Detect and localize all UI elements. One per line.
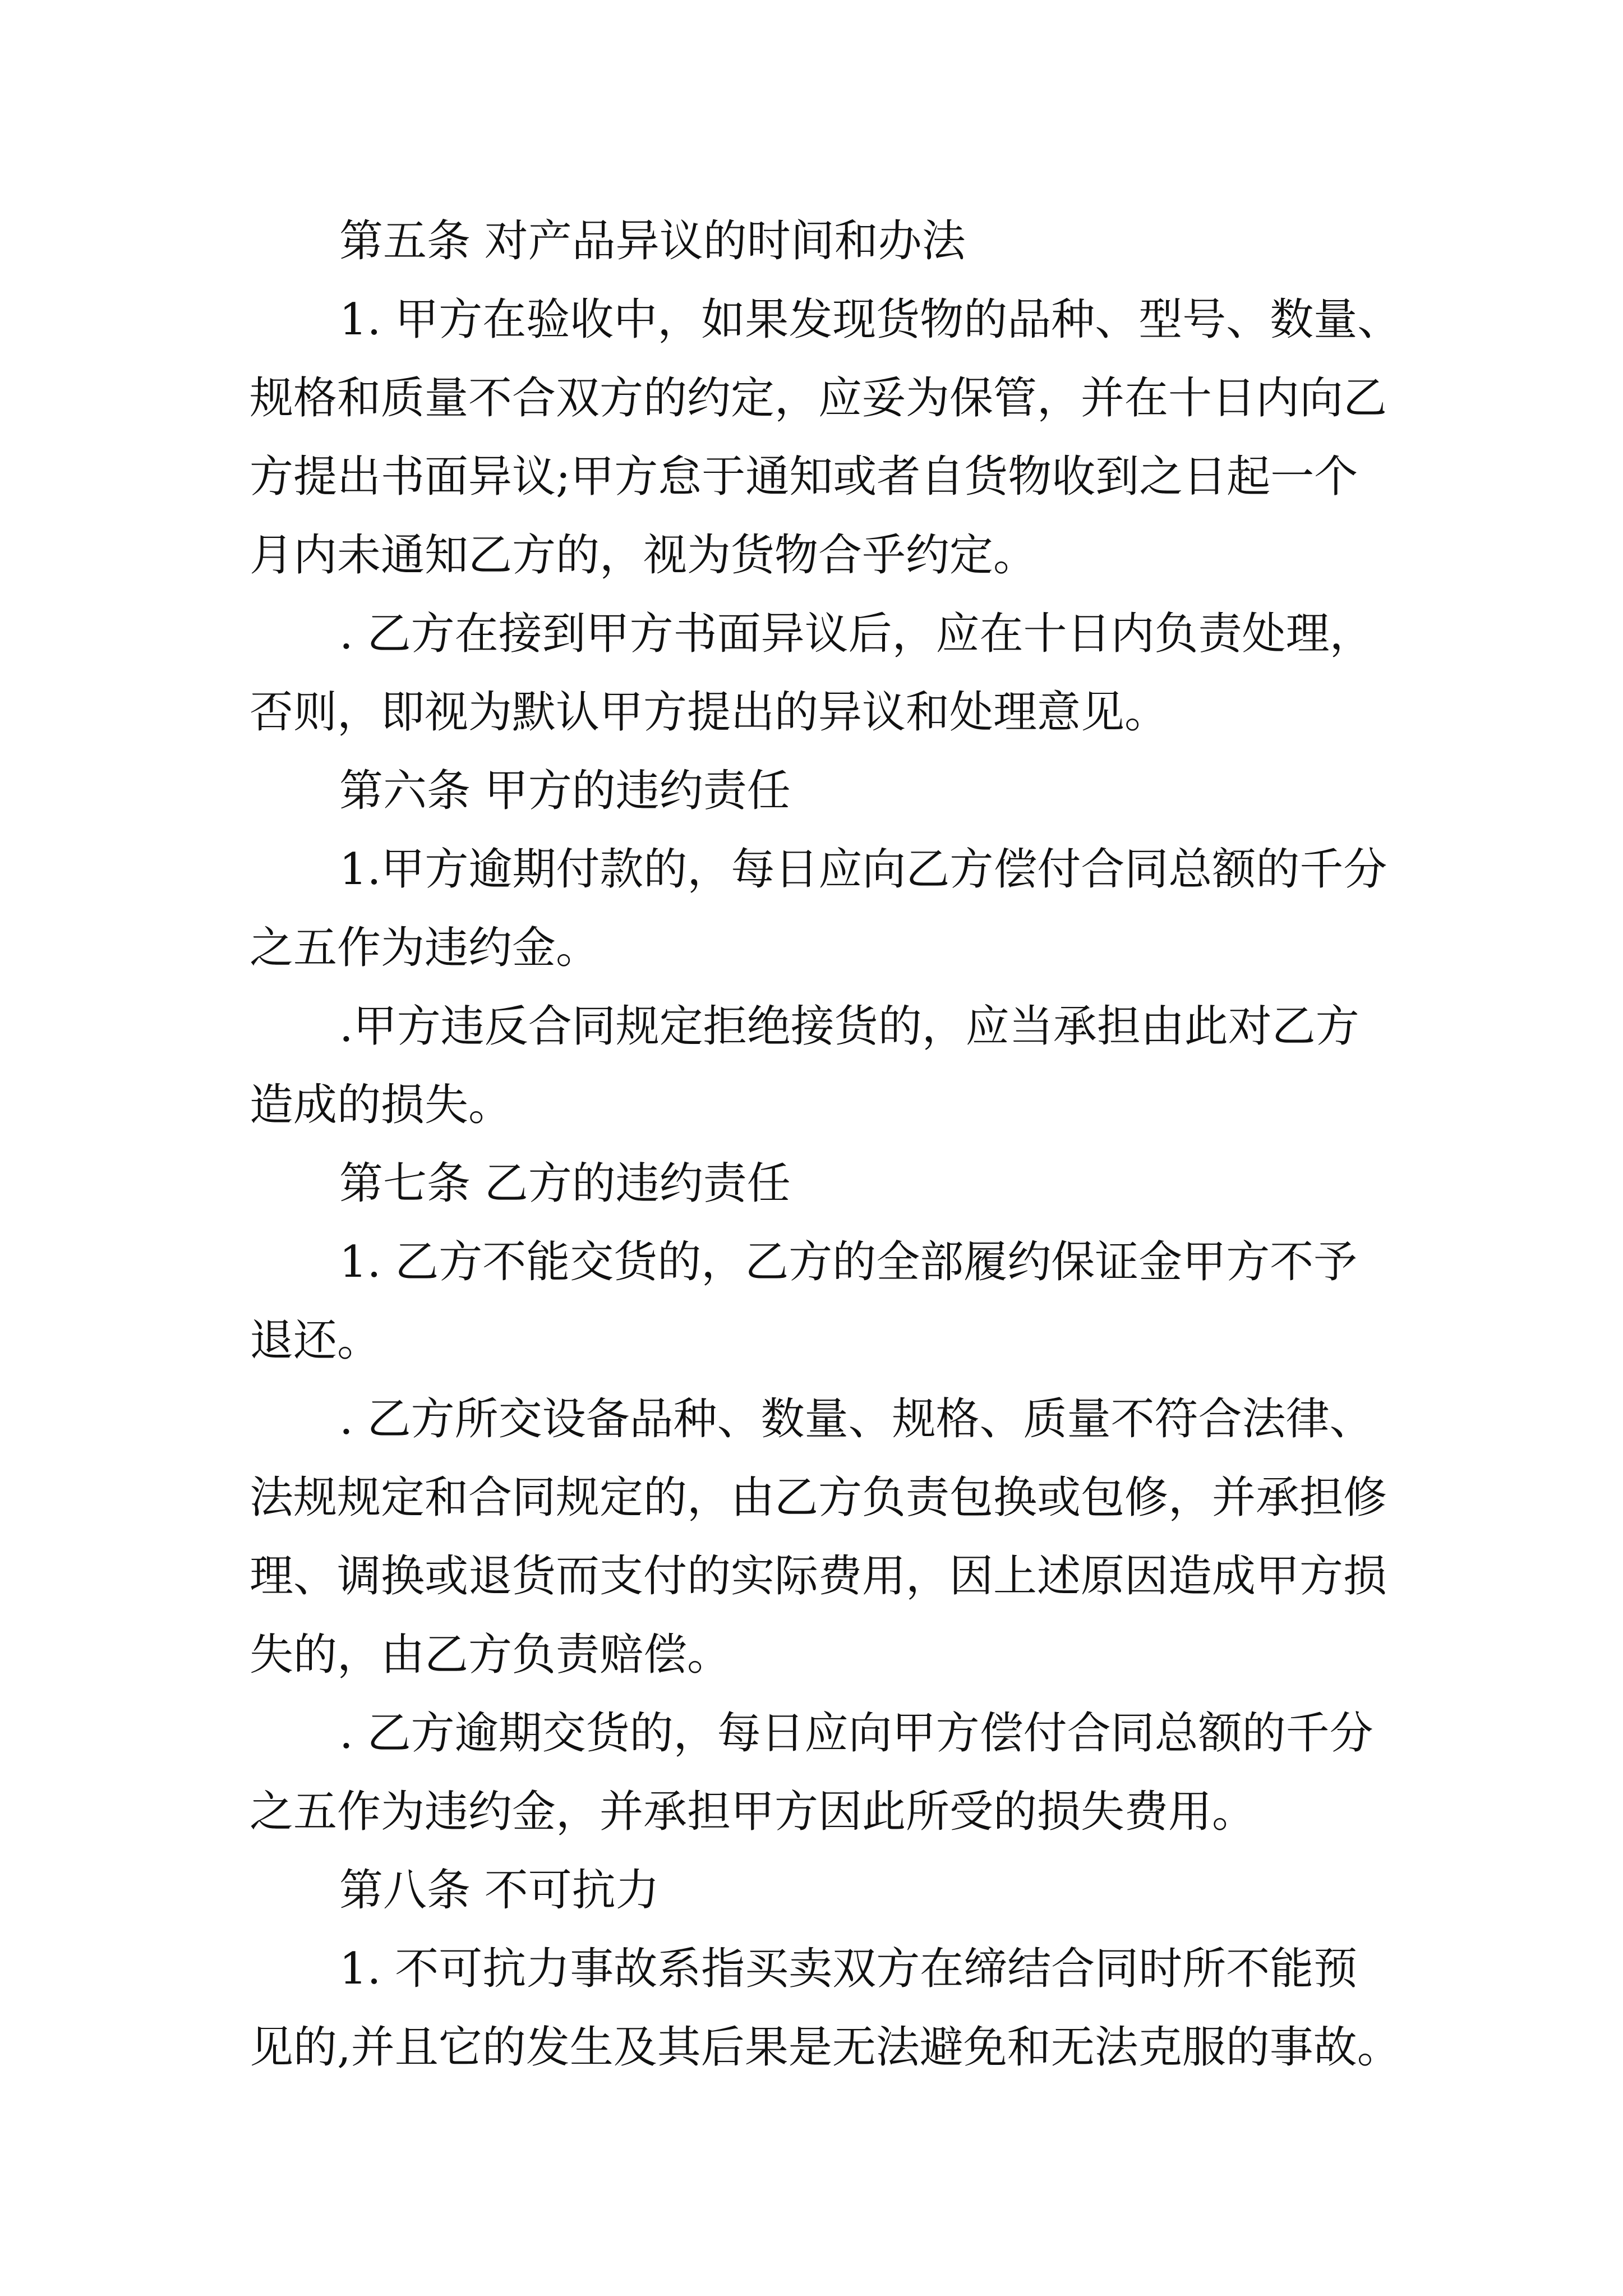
paragraph-line: 1. 乙方不能交货的，乙方的全部履约保证金甲方不予 <box>339 1237 1358 1287</box>
article-7-heading: 第七条 乙方的违约责任 <box>339 1158 791 1209</box>
paragraph-line: 1. 不可抗力事故系指买卖双方在缔结合同时所不能预 <box>339 1944 1358 1994</box>
article-6-heading: 第六条 甲方的违约责任 <box>339 766 791 816</box>
paragraph-line: .甲方违反合同规定拒绝接货的，应当承担由此对乙方 <box>339 1001 1359 1052</box>
paragraph-line: 造成的损失。 <box>250 1080 513 1130</box>
paragraph-line: 之五作为违约金，并承担甲方因此所受的损失费用。 <box>250 1787 1256 1837</box>
paragraph-line: 1.甲方逾期付款的，每日应向乙方偿付合同总额的千分 <box>339 844 1387 895</box>
paragraph-line: 退还。 <box>250 1315 381 1366</box>
paragraph-line: 月内未通知乙方的，视为货物合乎约定。 <box>250 530 1038 581</box>
paragraph-line: 见的,并且它的发生及其后果是无法避免和无法克服的事故。 <box>250 2022 1401 2073</box>
article-8-heading: 第八条 不可抗力 <box>339 1865 660 1916</box>
paragraph-line: 法规规定和合同规定的，由乙方负责包换或包修，并承担修 <box>250 1473 1387 1523</box>
paragraph-line: 规格和质量不合双方的约定，应妥为保管，并在十日内向乙 <box>250 373 1387 424</box>
paragraph-line: . 乙方在接到甲方书面异议后，应在十日内负责处理， <box>339 609 1373 659</box>
paragraph-line: 之五作为违约金。 <box>250 923 600 973</box>
paragraph-line: 方提出书面异议;甲方怠于通知或者自货物收到之日起一个 <box>250 452 1358 502</box>
paragraph-line: . 乙方所交设备品种、数量、规格、质量不符合法律、 <box>339 1394 1373 1444</box>
paragraph-line: 1. 甲方在验收中，如果发现货物的品种、型号、数量、 <box>339 295 1401 345</box>
paragraph-line: 理、调换或退货而支付的实际费用，因上述原因造成甲方损 <box>250 1551 1387 1602</box>
article-5-heading: 第五条 对产品异议的时间和办法 <box>339 216 966 266</box>
paragraph-line: . 乙方逾期交货的，每日应向甲方偿付合同总额的千分 <box>339 1708 1373 1759</box>
paragraph-line: 失的，由乙方负责赔偿。 <box>250 1630 731 1680</box>
paragraph-line: 否则，即视为默认甲方提出的异议和处理意见。 <box>250 687 1169 738</box>
